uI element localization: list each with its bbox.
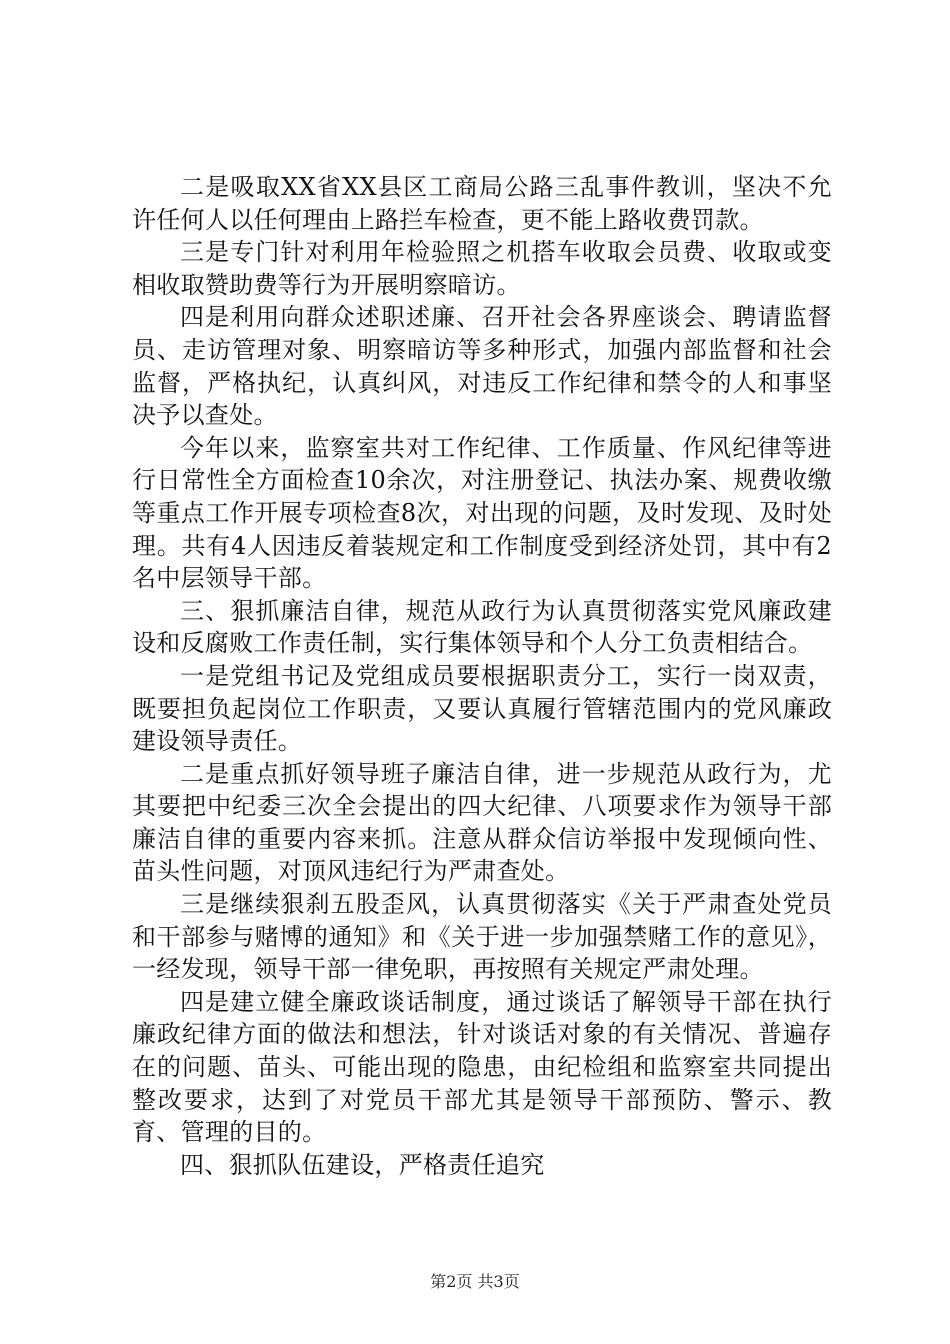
page-number-label: 第2页 共3页 xyxy=(430,1272,520,1291)
paragraph: 一是党组书记及党组成员要根据职责分工，实行一岗双责，既要担负起岗位工作职责，又要认真履行管辖范围内的党风廉政建设领导责任。 xyxy=(132,661,832,756)
section-heading: 三、狠抓廉洁自律，规范从政行为认真贯彻落实党风廉政建设和反腐败工作责任制，实行集体领导和个人分工负责相结合。 xyxy=(132,596,832,658)
paragraph: 四是建立健全廉政谈话制度，通过谈话了解领导干部在执行廉政纪律方面的做法和想法，针对谈话对象的有关情况、普遍存在的问题、苗头、可能出现的隐患，由纪检组和监察室共同提出整改要求，达到了对党员干部尤其是领导干部预防、警示、教育、管理的目的。 xyxy=(132,987,832,1147)
paragraph: 二是重点抓好领导班子廉洁自律，进一步规范从政行为，尤其要把中纪委三次全会提出的四大纪律、八项要求作为领导干部廉洁自律的重要内容来抓。注意从群众信访举报中发现倾向性、苗头性问题，对顶风违纪行为严肃查处。 xyxy=(132,759,832,886)
paragraph: 四是利用向群众述职述廉、召开社会各界座谈会、聘请监督员、走访管理对象、明察暗访等多种形式，加强内部监督和社会监督，严格执纪，认真纠风，对违反工作纪律和禁令的人和事坚决予以查处。 xyxy=(132,303,832,430)
paragraph: 今年以来，监察室共对工作纪律、工作质量、作风纪律等进行日常性全方面检查10余次，对注册登记、执法办案、规费收缴等重点工作开展专项检查8次，对出现的问题，及时发现、及时处理。共有4人因违反着装规定和工作制度受到经济处罚，其中有2名中层领导干部。 xyxy=(132,433,832,593)
page-footer xyxy=(0,1272,950,1292)
paragraph: 二是吸取XX省XX县区工商局公路三乱事件教训，坚决不允许任何人以任何理由上路拦车检查，更不能上路收费罚款。 xyxy=(132,173,832,234)
paragraph: 三是专门针对利用年检验照之机搭车收取会员费、收取或变相收取赞助费等行为开展明察暗访。 xyxy=(132,238,832,299)
document-body xyxy=(132,171,832,1181)
section-heading: 四、狠抓队伍建设，严格责任追究 xyxy=(180,1150,545,1179)
paragraph: 三是继续狠刹五股歪风，认真贯彻落实《关于严肃查处党员和干部参与赌博的通知》和《关于进一步加强禁赌工作的意见》，一经发现，领导干部一律免职，再按照有关规定严肃处理。 xyxy=(132,890,832,984)
